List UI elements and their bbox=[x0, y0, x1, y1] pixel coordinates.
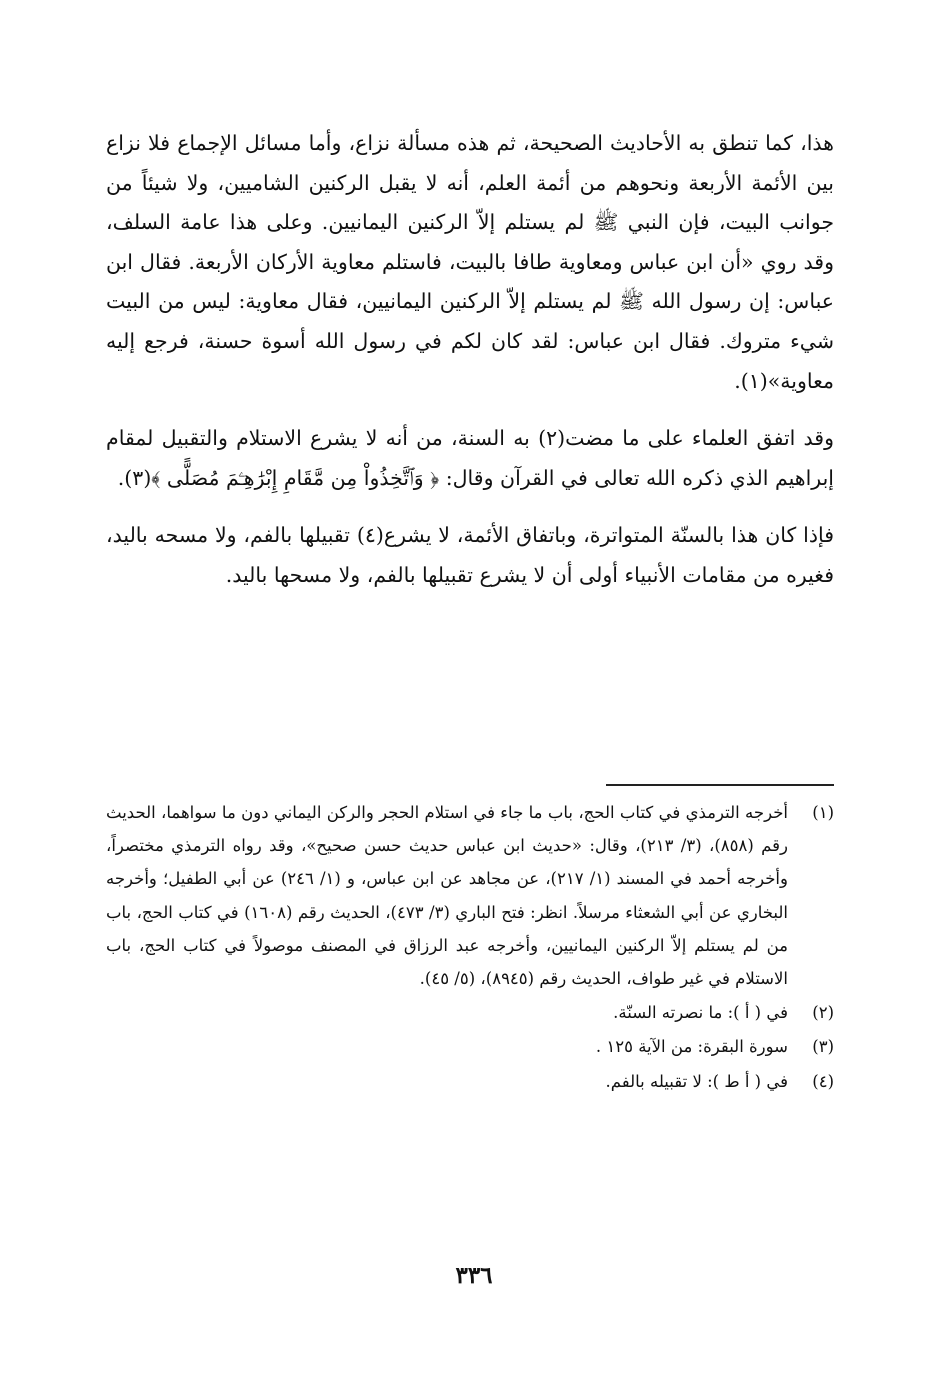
footnote bbox=[106, 796, 834, 995]
footnote-number: (٢) bbox=[812, 1003, 834, 1023]
paragraph: هذا، كما تنطق به الأحاديث الصحيحة، ثم هذه مسألة نزاع، وأما مسائل الإجماع فلا نزاع بين الأئمة الأربعة ونحوهم من أئمة العلم، أنه لا يقبل الركنين الشاميين، ولا شيئاً من جوانب البيت، فإن النبي ﷺ لم يستلم إلاّ الركنين اليمانيين. وعلى هذا عامة السلف، وقد روي «أن ابن عباس ومعاوية طافا بالبيت، فاستلم معاوية الأركان الأربعة. فقال ابن عباس: إن رسول الله ﷺ لم يستلم إلاّ الركنين اليمانيين، فقال معاوية: ليس من البيت شيء متروك. فقال ابن عباس: لقد كان لكم في رسول الله أسوة حسنة، فرجع إليه معاوية»(١). bbox=[106, 131, 834, 393]
footnote-text: في ( أ ط ): لا تقبيله بالفم. bbox=[605, 1071, 788, 1091]
page-number: ٣٣٦ bbox=[455, 1262, 493, 1289]
footnote bbox=[106, 1065, 834, 1098]
footnote bbox=[106, 996, 834, 1029]
footnote-number: (١) bbox=[812, 803, 834, 822]
footnotes bbox=[106, 796, 834, 1098]
footnote bbox=[106, 1030, 834, 1063]
footnote-number: (٤) bbox=[812, 1071, 834, 1091]
footnote-separator bbox=[606, 784, 834, 786]
footnote-text: سورة البقرة: من الآية ١٢٥ . bbox=[595, 1037, 788, 1057]
paragraph: وقد اتفق العلماء على ما مضت(٢) به السنة، من أنه لا يشرع الاستلام والتقبيل لمقام إبراهيم الذي ذكره الله تعالى في القرآن وقال: ﴿ وَٱتَّخِذُواْ مِن مَّقَامِ إِبْرَٰهِـۧمَ مُصَلًّى ﴾(٣). bbox=[106, 426, 835, 490]
main-text bbox=[106, 124, 834, 596]
paragraph: فإذا كان هذا بالسنّة المتواترة، وباتفاق الأئمة، لا يشرع(٤) تقبيلها بالفم، ولا مسحه باليد، فغيره من مقامات الأنبياء أولى أن لا يشرع تقبيلها بالفم، ولا مسحها باليد. bbox=[106, 523, 834, 587]
footnote-text: أخرجه الترمذي في كتاب الحج، باب ما جاء في استلام الحجر والركن اليماني دون ما سواهما، الحديث رقم (٨٥٨)، (٣/ ٢١٣)، وقال: «حديث ابن عباس حديث حسن صحيح»، وقد رواه الترمذي مختصراً، وأخرجه أحمد في المسند (١/ ٢١٧)، عن مجاهد عن ابن عباس، و (١/ ٢٤٦) عن أبي الطفيل؛ وأخرجه البخاري عن أبي الشعثاء مرسلاً. انظر: فتح الباري (٣/ ٤٧٣)، الحديث رقم (١٦٠٨) في كتاب الحج، باب من لم يستلم إلاّ الركنين اليمانيين، وأخرجه عبد الرزاق في المصنف موصولاً في كتاب الحج، باب الاستلام في غير طواف، الحديث رقم (٨٩٤٥)، (٥/ ٤٥). bbox=[106, 803, 788, 989]
footnote-text: في ( أ ): ما نصرته السنّة. bbox=[613, 1003, 788, 1023]
footnote-number: (٣) bbox=[812, 1037, 834, 1057]
